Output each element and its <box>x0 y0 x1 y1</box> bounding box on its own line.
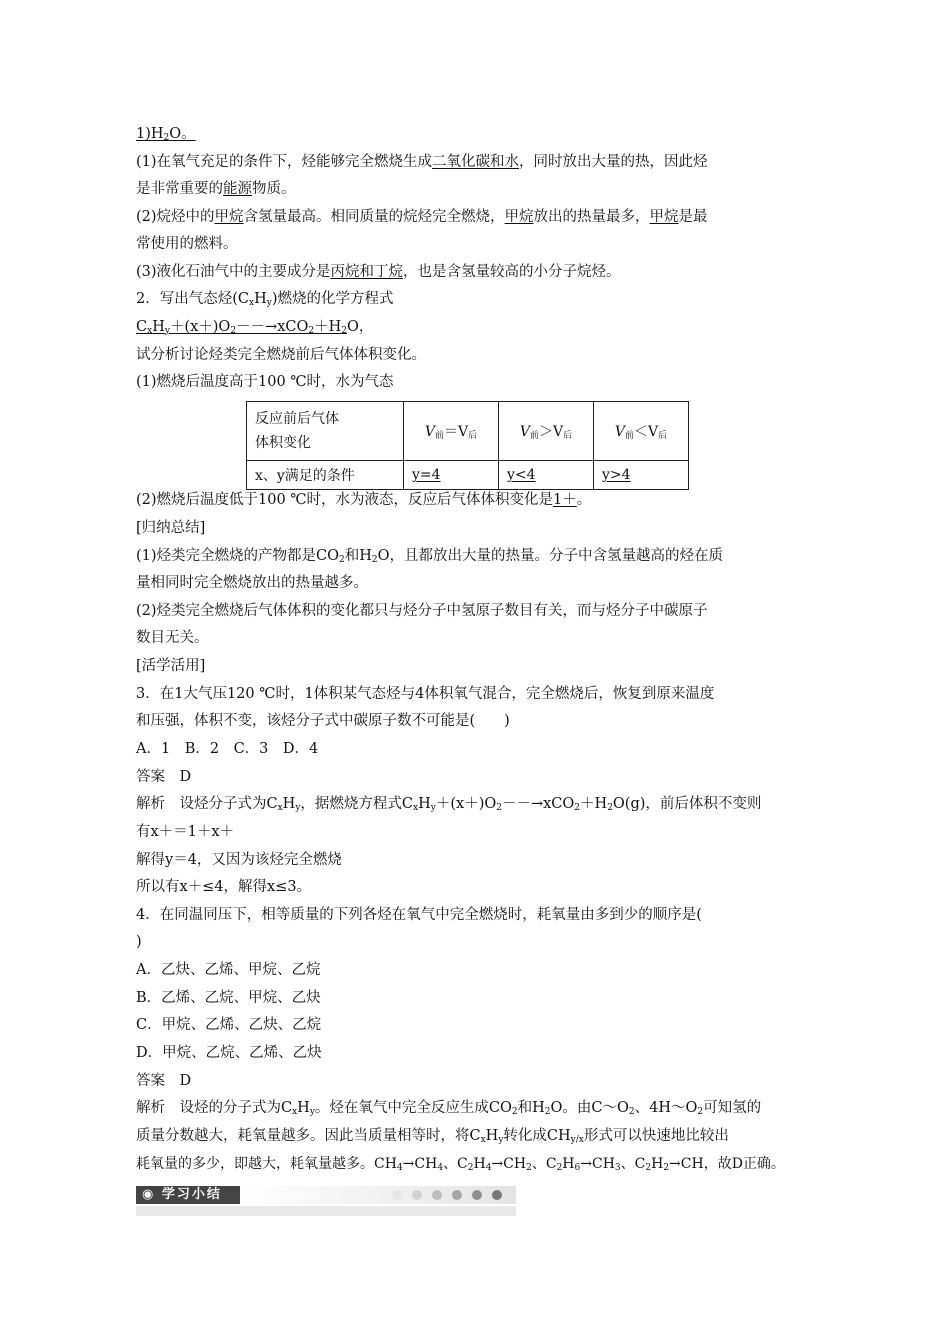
question-4-line-2: ) <box>136 934 142 950</box>
question-3-line-1: 3．在1大气压120 ℃时，1体积某气态烃与4体积氧气混合，完全燃烧后，恢复到原来温度 <box>136 686 715 702</box>
decorative-dot-icon <box>432 1190 442 1200</box>
question-3-options: A．1 B．2 C．3 D．4 <box>136 741 319 757</box>
paragraph-3: (3)液化石油气中的主要成分是丙烷和丁烷，也是含氢量较高的小分子烷烃。 <box>136 264 621 280</box>
option-d: D．甲烷、乙烷、乙烯、乙炔 <box>136 1045 322 1061</box>
paragraph-2-line-1: (2)烷烃中的甲烷含氢量最高。相同质量的烷烃完全燃烧，甲烷放出的热量最多，甲烷是最 <box>136 209 708 225</box>
study-summary-label: ◉ 学习小结 <box>136 1186 240 1204</box>
analysis-3-line-2: 有x＋＝1＋x＋ <box>136 824 235 840</box>
decorative-dot-icon <box>452 1190 462 1200</box>
table-cell-y-lt-4: y<4 <box>499 461 594 490</box>
summary-1-line-1: (1)烃类完全燃烧的产物都是$CO_2$和$H_2O$，且都放出大量的热量。分子中含氢量越高的烃在质 <box>136 548 724 565</box>
discussion-line: 试分析讨论烃类完全燃烧前后气体体积变化。 <box>136 347 426 363</box>
table-col-less: $V_前<V_后$ <box>594 402 689 461</box>
summary-2-line-1: (2)烃类完全燃烧后气体体积的变化都只与烃分子中氢原子数目有关，而与烃分子中碳原子 <box>136 603 708 619</box>
option-b: B．乙烯、乙烷、甲烷、乙炔 <box>136 990 321 1006</box>
analysis-4-line-3: 耗氧量的多少，即越大，耗氧量越多。$CH_4\to CH_4$、$C_2H_4\to CH_2$、$C_2H_6\to CH_3$、$C_2H_2\to CH$，故D正确。 <box>136 1156 785 1173</box>
combustion-equation: $C_xH_y+(x+)O_2--\to xCO_2+H_2O$， <box>136 319 374 336</box>
decorative-dot-icon <box>492 1190 502 1200</box>
decorative-dot-icon <box>412 1190 422 1200</box>
banner-underlay <box>136 1206 516 1216</box>
table-col-equal: $V_前=V_后$ <box>404 402 499 461</box>
analysis-4-line-1: 解析 设烃的分子式为$C_xH_y$。烃在氧气中完全反应生成$CO_2$和$H_2O$。由$C\sim O_2$、$4H\sim O_2$可知氢的 <box>136 1100 762 1117</box>
analysis-3-line-1: 解析 设烃分子式为$C_xH_y$，据燃烧方程式$C_xH_y+(x+)O_2--\to xCO_2+H_2O(g)$，前后体积不变则 <box>136 796 762 813</box>
table-row-label: x、y满足的条件 <box>247 461 404 490</box>
summary-2-line-2: 数目无关。 <box>136 630 209 646</box>
table-cell-y-gt-4: y>4 <box>594 461 689 490</box>
paragraph-1-line-1: (1)在氧气充足的条件下，烃能够完全燃烧生成二氧化碳和水，同时放出大量的热，因此烃 <box>136 154 708 170</box>
option-c: C．甲烷、乙烯、乙炔、乙烷 <box>136 1017 322 1033</box>
decorative-dot-icon <box>472 1190 482 1200</box>
summary-heading: [归纳总结] <box>136 520 206 536</box>
table-col-greater: $V_前>V_后$ <box>499 402 594 461</box>
study-summary-banner <box>136 1186 516 1216</box>
question-4-line-1: 4．在同温同压下，相等质量的下列各烃在氧气中完全燃烧时，耗氧量由多到少的顺序是( <box>136 907 702 923</box>
decorative-dot-icon <box>392 1190 402 1200</box>
paragraph-1-line-2: 是非常重要的能源物质。 <box>136 181 296 197</box>
answer-4: 答案 D <box>136 1073 192 1089</box>
application-heading: [活学活用] <box>136 658 206 674</box>
question-2-title: 2．写出气态烃$(C_xH_y)$燃烧的化学方程式 <box>136 291 394 308</box>
volume-change-table <box>246 401 689 490</box>
table-cell-y-eq-4: y=4 <box>404 461 499 490</box>
analysis-3-line-4: 所以有x＋≤4，解得x≤3。 <box>136 879 312 895</box>
option-a: A．乙炔、乙烯、甲烷、乙烷 <box>136 962 321 978</box>
summary-1-line-2: 量相同时完全燃烧放出的热量越多。 <box>136 575 368 591</box>
text-line: $1)H_2O$。 <box>136 126 196 143</box>
table-header-cell: 反应前后气体 体积变化 <box>247 402 404 461</box>
paragraph-2-line-2: 常使用的燃料。 <box>136 236 238 252</box>
analysis-3-line-3: 解得y＝4，又因为该烃完全燃烧 <box>136 852 342 868</box>
analysis-4-line-2: 质量分数越大，耗氧量越多。因此当质量相等时，将$C_xH_y$转化成$CH_{y/x}$形式可以快速地比较出 <box>136 1128 729 1145</box>
question-3-line-2: 和压强，体积不变，该烃分子式中碳原子数不可能是( ) <box>136 713 510 729</box>
answer-3: 答案 D <box>136 769 192 785</box>
case-2-line: (2)燃烧后温度低于100 ℃时，水为液态，反应后气体体积变化是1＋。 <box>136 492 592 508</box>
case-1-line: (1)燃烧后温度高于100 ℃时，水为气态 <box>136 374 394 390</box>
